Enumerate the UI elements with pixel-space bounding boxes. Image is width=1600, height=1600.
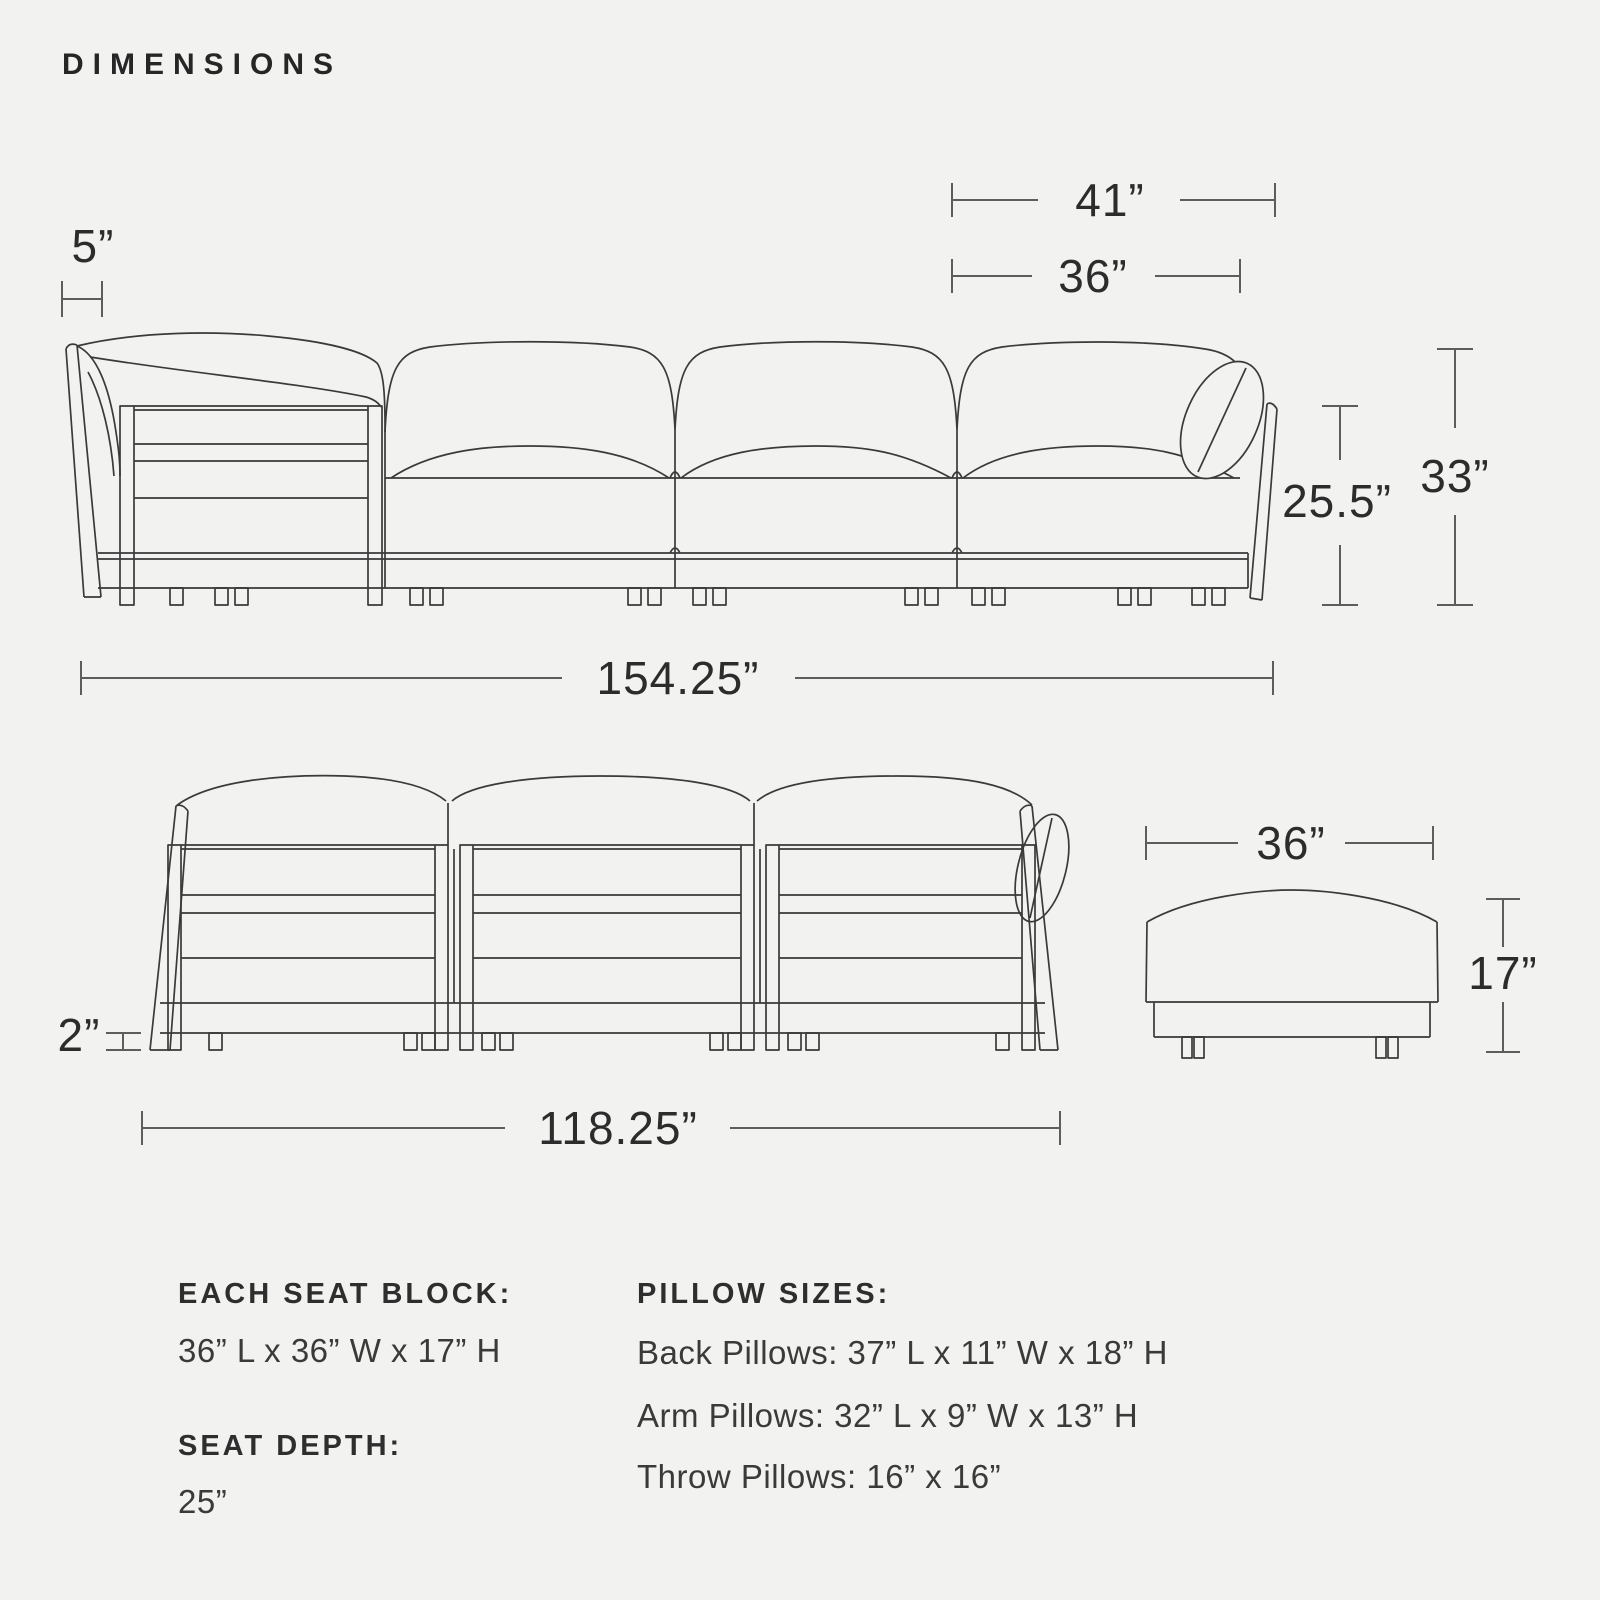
dim-label-arm-width: 5” xyxy=(71,220,115,272)
front-legs xyxy=(170,588,1225,605)
back-base-lines xyxy=(160,1003,1045,1033)
dim-line-leg-height xyxy=(106,1033,141,1050)
dim-label-seat-width: 36” xyxy=(1058,250,1128,302)
front-seat-cushion-curves xyxy=(391,446,1234,478)
back-left-arm xyxy=(150,805,188,1050)
dim-label-seat-plus-arm: 41” xyxy=(1075,174,1145,226)
seat-depth-heading: SEAT DEPTH: xyxy=(178,1430,403,1462)
ottoman-drawing xyxy=(1146,890,1438,1058)
dim-line-arm-width xyxy=(62,281,102,317)
seat-block-heading: EACH SEAT BLOCK: xyxy=(178,1278,513,1310)
dim-label-ottoman-height: 17” xyxy=(1468,947,1538,999)
pillow-size-back: Back Pillows: 37” L x 11” W x 18” H xyxy=(637,1334,1168,1371)
front-seat-and-base-lines xyxy=(98,478,1248,588)
seat-depth-value: 25” xyxy=(178,1483,228,1520)
front-back-cushions xyxy=(385,342,1250,432)
dim-label-seat-back-height: 25.5” xyxy=(1282,475,1392,527)
dim-label-back-overall-length: 118.25” xyxy=(538,1102,698,1154)
back-view-dimensions xyxy=(58,1009,1060,1154)
front-view-drawing xyxy=(66,333,1280,605)
dim-label-ottoman-width: 36” xyxy=(1256,817,1326,869)
seat-block-value: 36” L x 36” W x 17” H xyxy=(178,1332,501,1369)
back-cushion-top-outline xyxy=(176,776,1032,806)
back-view-drawing xyxy=(150,776,1079,1050)
back-bolster-pillow xyxy=(1005,809,1078,927)
front-view-dimensions xyxy=(62,174,1490,704)
page-title: DIMENSIONS xyxy=(62,48,343,81)
ottoman-cushion xyxy=(1146,890,1438,1002)
dim-label-overall-length: 154.25” xyxy=(596,652,760,704)
back-bolster-seam xyxy=(1030,818,1052,918)
corner-back-cushion xyxy=(77,333,385,425)
dim-label-leg-height: 2” xyxy=(57,1009,101,1061)
back-frame-posts xyxy=(168,845,1035,1050)
corner-frame-rails xyxy=(134,406,368,498)
dim-label-overall-height: 33” xyxy=(1420,450,1490,502)
back-boundary-seams xyxy=(448,803,760,1003)
pillow-size-throw: Throw Pillows: 16” x 16” xyxy=(637,1458,1002,1495)
ottoman-base xyxy=(1154,1002,1430,1037)
ottoman-dimensions xyxy=(1146,817,1538,1052)
back-legs xyxy=(209,1033,1009,1050)
pillow-sizes-heading: PILLOW SIZES: xyxy=(637,1278,891,1310)
ottoman-legs xyxy=(1182,1037,1398,1058)
pillow-size-arm: Arm Pillows: 32” L x 9” W x 13” H xyxy=(637,1397,1139,1434)
back-frame-rails xyxy=(181,845,1022,958)
corner-frame-posts xyxy=(120,406,382,605)
